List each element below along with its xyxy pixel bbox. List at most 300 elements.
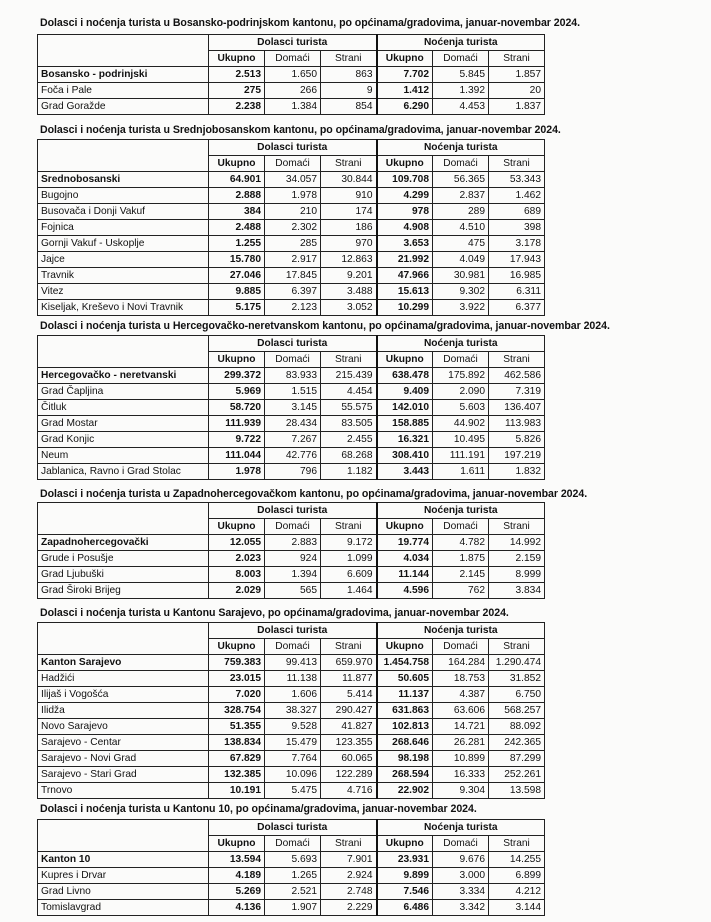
cell-d-str: 186 (321, 220, 377, 236)
cell-d-str: 122.289 (321, 767, 377, 783)
table-row (38, 767, 545, 783)
cell-d-uk: 7.020 (209, 687, 265, 703)
cell-d-dom: 1.650 (265, 67, 321, 83)
table-row (38, 671, 545, 687)
table-row (38, 284, 545, 300)
municipality-name: Grad Široki Brijeg (38, 583, 209, 599)
municipality-name: Hercegovačko - neretvanski (38, 368, 209, 384)
header-row-group (38, 820, 545, 836)
header-strani: Strani (489, 519, 545, 535)
table-row (38, 268, 545, 284)
cell-n-uk: 50.605 (377, 671, 433, 687)
cell-d-uk: 2.513 (209, 67, 265, 83)
header-empty-cell (38, 35, 209, 67)
cell-n-uk: 16.321 (377, 432, 433, 448)
municipality-name: Sarajevo - Centar (38, 735, 209, 751)
header-domaci: Domaći (265, 639, 321, 655)
cell-n-dom: 3.342 (433, 900, 489, 916)
cell-d-uk: 13.594 (209, 852, 265, 868)
cell-d-uk: 9.885 (209, 284, 265, 300)
cell-n-uk: 3.653 (377, 236, 433, 252)
cell-d-dom: 38.327 (265, 703, 321, 719)
table-total-row (38, 852, 545, 868)
cell-d-uk: 138.834 (209, 735, 265, 751)
cell-n-str: 87.299 (489, 751, 545, 767)
cell-d-uk: 2.488 (209, 220, 265, 236)
cell-n-dom: 56.365 (433, 172, 489, 188)
cell-d-str: 4.454 (321, 384, 377, 400)
cell-d-str: 7.901 (321, 852, 377, 868)
municipality-name: Čitluk (38, 400, 209, 416)
cell-d-str: 9.172 (321, 535, 377, 551)
cell-n-uk: 308.410 (377, 448, 433, 464)
cell-d-dom: 15.479 (265, 735, 321, 751)
cell-d-uk: 23.015 (209, 671, 265, 687)
cell-d-dom: 2.883 (265, 535, 321, 551)
tourism-table (37, 139, 545, 316)
cell-n-str: 242.365 (489, 735, 545, 751)
header-domaci: Domaći (433, 156, 489, 172)
cell-n-str: 1.290.474 (489, 655, 545, 671)
cell-n-str: 568.257 (489, 703, 545, 719)
cell-d-dom: 7.764 (265, 751, 321, 767)
cell-n-str: 4.212 (489, 884, 545, 900)
header-nocenja: Noćenja turista (377, 336, 545, 352)
cell-n-dom: 111.191 (433, 448, 489, 464)
municipality-name: Kupres i Drvar (38, 868, 209, 884)
cell-d-uk: 10.191 (209, 783, 265, 799)
header-ukupno: Ukupno (209, 639, 265, 655)
cell-d-uk: 275 (209, 83, 265, 99)
cell-n-dom: 289 (433, 204, 489, 220)
cell-n-uk: 102.813 (377, 719, 433, 735)
header-ukupno: Ukupno (209, 836, 265, 852)
cell-n-str: 1.832 (489, 464, 545, 480)
cell-d-str: 11.877 (321, 671, 377, 687)
cell-d-dom: 6.397 (265, 284, 321, 300)
municipality-name: Jablanica, Ravno i Grad Stolac (38, 464, 209, 480)
header-ukupno: Ukupno (209, 156, 265, 172)
section-title: Dolasci i noćenja turista u Kantonu 10, po općinama/gradovima, januar-novembar 2024. (40, 803, 477, 815)
cell-d-dom: 2.123 (265, 300, 321, 316)
cell-n-str: 3.144 (489, 900, 545, 916)
municipality-name: Kanton Sarajevo (38, 655, 209, 671)
cell-d-dom: 99.413 (265, 655, 321, 671)
cell-d-str: 55.575 (321, 400, 377, 416)
cell-n-str: 6.899 (489, 868, 545, 884)
table-row (38, 416, 545, 432)
cell-d-uk: 64.901 (209, 172, 265, 188)
cell-n-dom: 762 (433, 583, 489, 599)
header-strani: Strani (489, 639, 545, 655)
header-strani: Strani (321, 51, 377, 67)
cell-n-uk: 4.596 (377, 583, 433, 599)
header-dolasci: Dolasci turista (209, 623, 377, 639)
cell-n-str: 689 (489, 204, 545, 220)
header-strani: Strani (321, 352, 377, 368)
cell-d-str: 215.439 (321, 368, 377, 384)
cell-d-str: 123.355 (321, 735, 377, 751)
header-domaci: Domaći (433, 352, 489, 368)
cell-d-dom: 2.302 (265, 220, 321, 236)
cell-n-dom: 9.304 (433, 783, 489, 799)
cell-n-uk: 109.708 (377, 172, 433, 188)
cell-d-str: 3.052 (321, 300, 377, 316)
cell-d-dom: 1.907 (265, 900, 321, 916)
cell-n-uk: 4.034 (377, 551, 433, 567)
cell-d-uk: 5.969 (209, 384, 265, 400)
header-ukupno: Ukupno (209, 352, 265, 368)
cell-n-uk: 11.137 (377, 687, 433, 703)
municipality-name: Neum (38, 448, 209, 464)
municipality-name: Grad Čapljina (38, 384, 209, 400)
cell-n-dom: 4.387 (433, 687, 489, 703)
header-strani: Strani (489, 156, 545, 172)
cell-n-uk: 3.443 (377, 464, 433, 480)
municipality-name: Foča i Pale (38, 83, 209, 99)
cell-n-str: 252.261 (489, 767, 545, 783)
cell-d-str: 854 (321, 99, 377, 115)
municipality-name: Gornji Vakuf - Uskoplje (38, 236, 209, 252)
table-row (38, 751, 545, 767)
cell-n-dom: 5.603 (433, 400, 489, 416)
table-row (38, 400, 545, 416)
header-empty-cell (38, 336, 209, 368)
municipality-name: Grad Livno (38, 884, 209, 900)
cell-d-dom: 28.434 (265, 416, 321, 432)
cell-n-str: 136.407 (489, 400, 545, 416)
cell-n-str: 197.219 (489, 448, 545, 464)
cell-n-dom: 10.899 (433, 751, 489, 767)
cell-d-str: 2.229 (321, 900, 377, 916)
header-ukupno: Ukupno (377, 156, 433, 172)
section-title: Dolasci i noćenja turista u Zapadnohercegovačkom kantonu, po općinama/gradovima, januar-novembar 2024. (40, 488, 588, 500)
cell-d-uk: 8.003 (209, 567, 265, 583)
municipality-name: Tomislavgrad (38, 900, 209, 916)
cell-n-uk: 4.299 (377, 188, 433, 204)
municipality-name: Srednobosanski (38, 172, 209, 188)
header-strani: Strani (321, 156, 377, 172)
municipality-name: Sarajevo - Stari Grad (38, 767, 209, 783)
table-row (38, 687, 545, 703)
cell-d-dom: 1.515 (265, 384, 321, 400)
header-row-group (38, 140, 545, 156)
table-row (38, 868, 545, 884)
header-nocenja: Noćenja turista (377, 503, 545, 519)
cell-d-str: 2.455 (321, 432, 377, 448)
cell-n-dom: 9.302 (433, 284, 489, 300)
cell-n-uk: 6.290 (377, 99, 433, 115)
cell-d-dom: 796 (265, 464, 321, 480)
cell-n-dom: 2.837 (433, 188, 489, 204)
table-row (38, 220, 545, 236)
header-dolasci: Dolasci turista (209, 820, 377, 836)
cell-d-dom: 1.265 (265, 868, 321, 884)
table-row (38, 703, 545, 719)
cell-d-dom: 924 (265, 551, 321, 567)
municipality-name: Bosansko - podrinjski (38, 67, 209, 83)
cell-d-uk: 111.939 (209, 416, 265, 432)
section-title: Dolasci i noćenja turista u Bosansko-podrinjskom kantonu, po općinama/gradovima, januar-novembar 2024. (40, 17, 581, 29)
header-ukupno: Ukupno (377, 51, 433, 67)
cell-n-uk: 22.902 (377, 783, 433, 799)
cell-d-uk: 111.044 (209, 448, 265, 464)
municipality-name: Fojnica (38, 220, 209, 236)
header-strani: Strani (321, 519, 377, 535)
cell-n-dom: 14.721 (433, 719, 489, 735)
header-empty-cell (38, 140, 209, 172)
cell-n-dom: 5.845 (433, 67, 489, 83)
header-ukupno: Ukupno (377, 639, 433, 655)
cell-d-str: 1.182 (321, 464, 377, 480)
cell-n-str: 14.992 (489, 535, 545, 551)
header-nocenja: Noćenja turista (377, 35, 545, 51)
cell-n-str: 31.852 (489, 671, 545, 687)
cell-n-uk: 158.885 (377, 416, 433, 432)
cell-d-str: 60.065 (321, 751, 377, 767)
cell-n-dom: 63.606 (433, 703, 489, 719)
header-dolasci: Dolasci turista (209, 503, 377, 519)
municipality-name: Trnovo (38, 783, 209, 799)
cell-d-uk: 51.355 (209, 719, 265, 735)
cell-n-str: 5.826 (489, 432, 545, 448)
header-empty-cell (38, 623, 209, 655)
cell-d-str: 4.716 (321, 783, 377, 799)
municipality-name: Travnik (38, 268, 209, 284)
table-row (38, 252, 545, 268)
cell-n-dom: 3.922 (433, 300, 489, 316)
cell-d-uk: 12.055 (209, 535, 265, 551)
cell-n-uk: 631.863 (377, 703, 433, 719)
cell-n-uk: 1.412 (377, 83, 433, 99)
cell-n-str: 14.255 (489, 852, 545, 868)
table-row (38, 448, 545, 464)
cell-n-str: 6.750 (489, 687, 545, 703)
cell-d-str: 290.427 (321, 703, 377, 719)
municipality-name: Bugojno (38, 188, 209, 204)
cell-n-uk: 23.931 (377, 852, 433, 868)
municipality-name: Vitez (38, 284, 209, 300)
cell-d-dom: 285 (265, 236, 321, 252)
cell-d-uk: 15.780 (209, 252, 265, 268)
header-strani: Strani (489, 51, 545, 67)
header-row-group (38, 35, 545, 51)
cell-d-str: 659.970 (321, 655, 377, 671)
cell-d-str: 3.488 (321, 284, 377, 300)
header-domaci: Domaći (433, 836, 489, 852)
header-domaci: Domaći (265, 836, 321, 852)
cell-d-dom: 3.145 (265, 400, 321, 416)
section-title: Dolasci i noćenja turista u Srednjobosanskom kantonu, po općinama/gradovima, januar-novembar 2024. (40, 124, 561, 136)
cell-n-uk: 142.010 (377, 400, 433, 416)
cell-d-uk: 384 (209, 204, 265, 220)
cell-n-str: 88.092 (489, 719, 545, 735)
cell-d-str: 2.748 (321, 884, 377, 900)
table-row (38, 567, 545, 583)
header-nocenja: Noćenja turista (377, 820, 545, 836)
header-ukupno: Ukupno (377, 519, 433, 535)
table-total-row (38, 535, 545, 551)
cell-n-uk: 21.992 (377, 252, 433, 268)
header-domaci: Domaći (265, 352, 321, 368)
header-row-group (38, 336, 545, 352)
cell-n-dom: 2.090 (433, 384, 489, 400)
cell-d-dom: 266 (265, 83, 321, 99)
cell-n-dom: 164.284 (433, 655, 489, 671)
table-total-row (38, 172, 545, 188)
cell-n-dom: 475 (433, 236, 489, 252)
header-strani: Strani (321, 836, 377, 852)
municipality-name: Grad Mostar (38, 416, 209, 432)
cell-n-uk: 9.899 (377, 868, 433, 884)
cell-d-dom: 17.845 (265, 268, 321, 284)
cell-n-str: 462.586 (489, 368, 545, 384)
cell-d-str: 9.201 (321, 268, 377, 284)
cell-n-dom: 30.981 (433, 268, 489, 284)
cell-d-dom: 5.475 (265, 783, 321, 799)
cell-n-dom: 2.145 (433, 567, 489, 583)
header-nocenja: Noćenja turista (377, 140, 545, 156)
header-strani: Strani (489, 836, 545, 852)
cell-n-uk: 7.702 (377, 67, 433, 83)
cell-d-str: 9 (321, 83, 377, 99)
cell-d-str: 41.827 (321, 719, 377, 735)
cell-n-uk: 978 (377, 204, 433, 220)
table-row (38, 300, 545, 316)
cell-d-uk: 132.385 (209, 767, 265, 783)
municipality-name: Ilijaš i Vogošća (38, 687, 209, 703)
cell-n-str: 6.377 (489, 300, 545, 316)
table-row (38, 884, 545, 900)
tourism-table (37, 502, 545, 599)
cell-n-dom: 16.333 (433, 767, 489, 783)
cell-d-str: 910 (321, 188, 377, 204)
cell-n-dom: 175.892 (433, 368, 489, 384)
cell-d-uk: 67.829 (209, 751, 265, 767)
cell-d-uk: 5.269 (209, 884, 265, 900)
table-row (38, 83, 545, 99)
cell-d-dom: 34.057 (265, 172, 321, 188)
cell-n-uk: 15.613 (377, 284, 433, 300)
municipality-name: Zapadnohercegovački (38, 535, 209, 551)
header-domaci: Domaći (265, 51, 321, 67)
cell-n-str: 398 (489, 220, 545, 236)
cell-n-str: 13.598 (489, 783, 545, 799)
cell-n-uk: 9.409 (377, 384, 433, 400)
cell-n-dom: 4.510 (433, 220, 489, 236)
cell-d-uk: 1.978 (209, 464, 265, 480)
cell-n-dom: 1.875 (433, 551, 489, 567)
cell-n-dom: 1.392 (433, 83, 489, 99)
cell-d-uk: 5.175 (209, 300, 265, 316)
cell-d-uk: 4.189 (209, 868, 265, 884)
table-total-row (38, 368, 545, 384)
cell-d-str: 6.609 (321, 567, 377, 583)
cell-d-str: 2.924 (321, 868, 377, 884)
cell-d-str: 970 (321, 236, 377, 252)
cell-n-uk: 1.454.758 (377, 655, 433, 671)
cell-d-str: 68.268 (321, 448, 377, 464)
cell-n-str: 3.834 (489, 583, 545, 599)
cell-d-dom: 210 (265, 204, 321, 220)
tourism-table (37, 819, 545, 916)
table-row (38, 384, 545, 400)
table-total-row (38, 67, 545, 83)
cell-n-dom: 10.495 (433, 432, 489, 448)
cell-d-uk: 2.888 (209, 188, 265, 204)
table-total-row (38, 655, 545, 671)
cell-n-uk: 98.198 (377, 751, 433, 767)
header-nocenja: Noćenja turista (377, 623, 545, 639)
header-domaci: Domaći (265, 519, 321, 535)
cell-n-dom: 1.611 (433, 464, 489, 480)
municipality-name: Grude i Posušje (38, 551, 209, 567)
municipality-name: Novo Sarajevo (38, 719, 209, 735)
cell-n-dom: 18.753 (433, 671, 489, 687)
table-row (38, 204, 545, 220)
cell-n-uk: 6.486 (377, 900, 433, 916)
table-row (38, 735, 545, 751)
cell-d-str: 1.099 (321, 551, 377, 567)
municipality-name: Grad Konjic (38, 432, 209, 448)
cell-n-str: 6.311 (489, 284, 545, 300)
cell-n-dom: 4.782 (433, 535, 489, 551)
table-row (38, 236, 545, 252)
municipality-name: Grad Goražde (38, 99, 209, 115)
cell-n-uk: 47.966 (377, 268, 433, 284)
cell-n-str: 20 (489, 83, 545, 99)
municipality-name: Kanton 10 (38, 852, 209, 868)
table-row (38, 188, 545, 204)
cell-d-uk: 27.046 (209, 268, 265, 284)
cell-d-uk: 299.372 (209, 368, 265, 384)
cell-d-dom: 9.528 (265, 719, 321, 735)
cell-d-str: 12.863 (321, 252, 377, 268)
cell-n-str: 7.319 (489, 384, 545, 400)
cell-d-str: 863 (321, 67, 377, 83)
header-strani: Strani (321, 639, 377, 655)
municipality-name: Ilidža (38, 703, 209, 719)
cell-n-str: 1.837 (489, 99, 545, 115)
header-row-group (38, 503, 545, 519)
tourism-table (37, 34, 545, 115)
section-title: Dolasci i noćenja turista u Kantonu Sarajevo, po općinama/gradovima, januar-novembar 2024. (40, 607, 509, 619)
cell-d-uk: 9.722 (209, 432, 265, 448)
cell-d-uk: 759.383 (209, 655, 265, 671)
cell-n-str: 16.985 (489, 268, 545, 284)
cell-n-str: 8.999 (489, 567, 545, 583)
table-row (38, 583, 545, 599)
cell-d-uk: 4.136 (209, 900, 265, 916)
municipality-name: Kiseljak, Kreševo i Novi Travnik (38, 300, 209, 316)
cell-d-str: 83.505 (321, 416, 377, 432)
header-domaci: Domaći (433, 51, 489, 67)
cell-d-dom: 2.917 (265, 252, 321, 268)
cell-n-str: 53.343 (489, 172, 545, 188)
cell-n-uk: 4.908 (377, 220, 433, 236)
cell-n-uk: 19.774 (377, 535, 433, 551)
cell-d-dom: 1.978 (265, 188, 321, 204)
header-empty-cell (38, 503, 209, 535)
cell-d-dom: 42.776 (265, 448, 321, 464)
cell-n-dom: 4.453 (433, 99, 489, 115)
cell-n-uk: 11.144 (377, 567, 433, 583)
cell-d-uk: 2.238 (209, 99, 265, 115)
header-domaci: Domaći (433, 639, 489, 655)
cell-d-dom: 2.521 (265, 884, 321, 900)
header-dolasci: Dolasci turista (209, 336, 377, 352)
municipality-name: Hadžići (38, 671, 209, 687)
